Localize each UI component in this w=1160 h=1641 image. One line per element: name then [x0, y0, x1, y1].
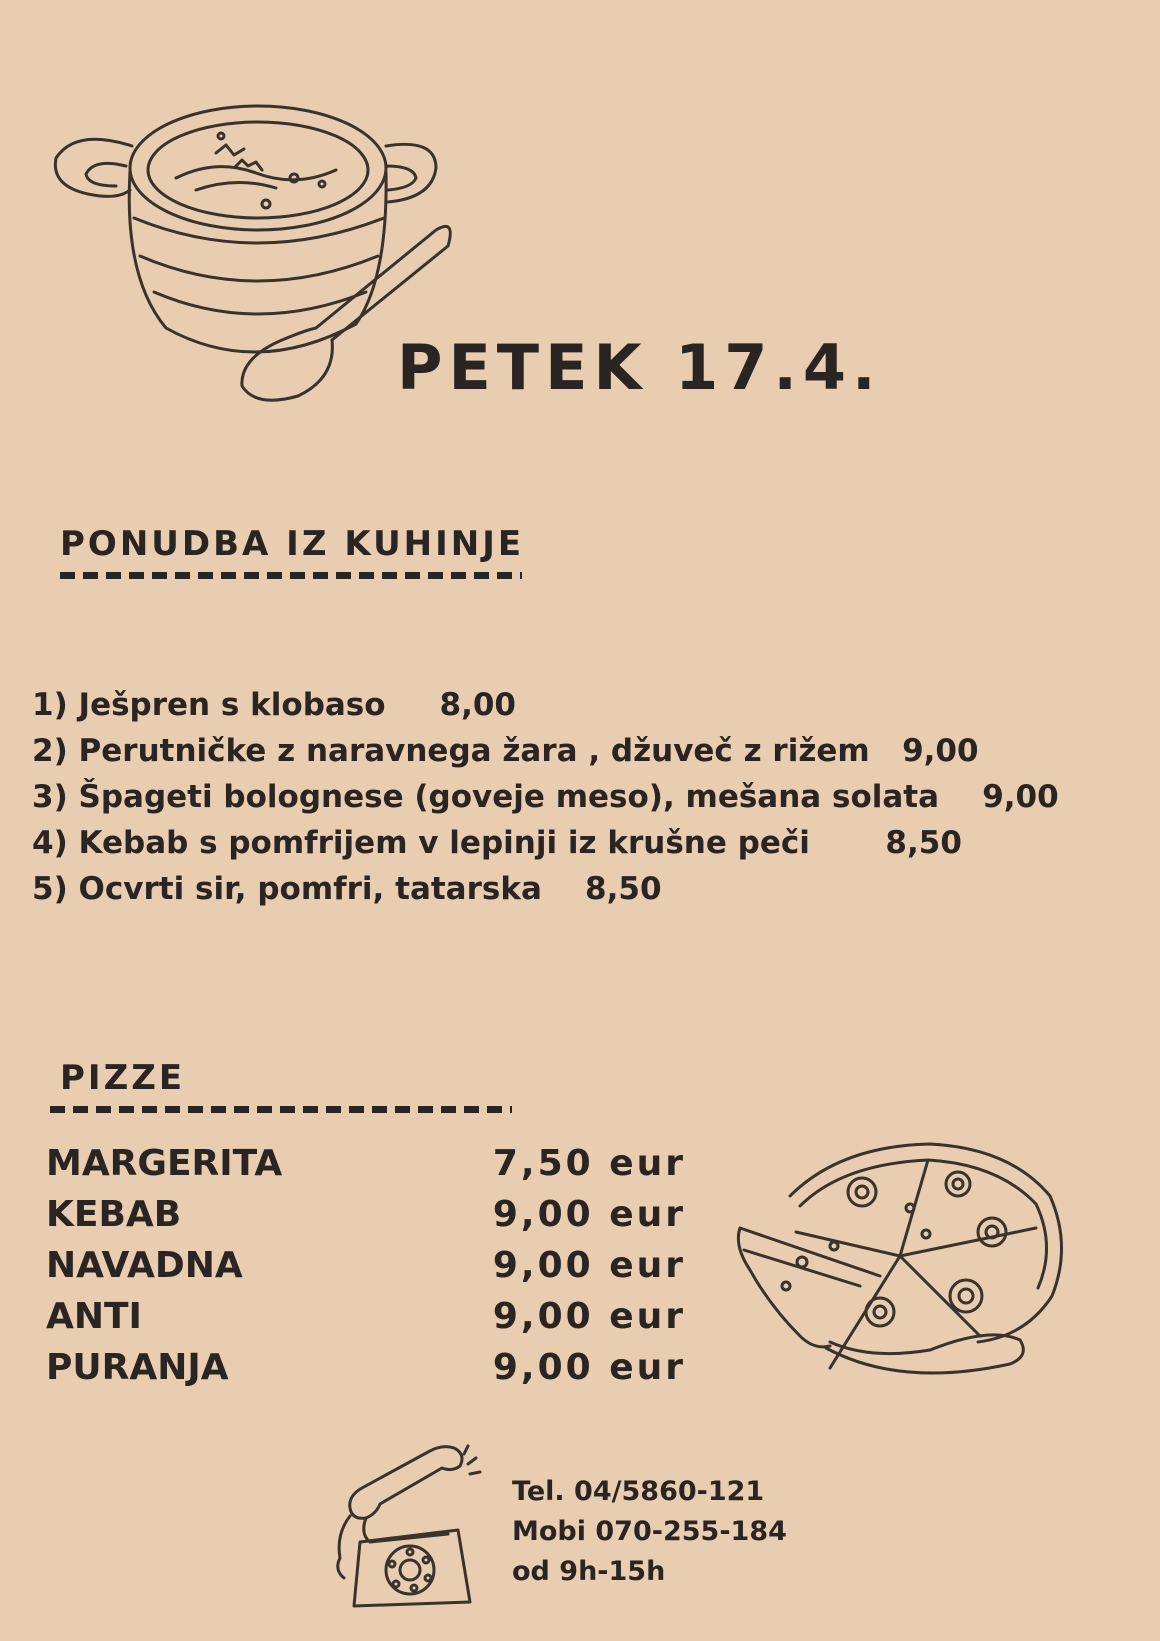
pizza-price: 7,50 eur: [492, 1143, 686, 1184]
telephone-number: Tel. 04/5860-121: [512, 1476, 765, 1507]
mobile-number: Mobi 070-255-184: [512, 1516, 787, 1547]
kitchen-divider: [60, 572, 522, 579]
menu-item: 1) Ješpren s klobaso 8,00: [32, 687, 516, 723]
soup-pot-icon: [36, 78, 456, 413]
contact-info: [512, 1472, 787, 1592]
pizza-name: PURANJA: [46, 1347, 229, 1388]
menu-item: 3) Špageti bolognese (goveje meso), mešana solata 9,00: [32, 779, 1059, 815]
menu-item: 5) Ocvrti sir, pomfri, tatarska 8,50: [32, 871, 662, 907]
pizza-name: KEBAB: [46, 1194, 182, 1235]
telephone-icon: [330, 1438, 490, 1608]
pizza-heading: PIZZE: [60, 1058, 186, 1098]
pizza-row: [46, 1138, 686, 1189]
kitchen-heading: PONUDBA IZ KUHINJE: [60, 524, 525, 564]
pizza-name: MARGERITA: [46, 1143, 283, 1184]
pizza-name: NAVADNA: [46, 1245, 243, 1286]
pizza-icon: [730, 1136, 1075, 1388]
pizza-divider: [50, 1106, 512, 1113]
menu-item: 4) Kebab s pomfrijem v lepinji iz krušne peči 8,50: [32, 825, 962, 861]
menu-item: 2) Perutničke z naravnega žara , džuveč z rižem 9,00: [32, 733, 979, 769]
pizza-menu-list: [46, 1138, 686, 1393]
opening-hours: od 9h-15h: [512, 1556, 666, 1587]
pizza-row: [46, 1240, 686, 1291]
page-title: PETEK 17.4.: [397, 331, 882, 404]
pizza-row: [46, 1189, 686, 1240]
pizza-price: 9,00 eur: [492, 1347, 686, 1388]
pizza-price: 9,00 eur: [492, 1194, 686, 1235]
pizza-row: [46, 1291, 686, 1342]
pizza-price: 9,00 eur: [492, 1296, 686, 1337]
kitchen-menu-list: [32, 682, 1059, 912]
pizza-name: ANTI: [46, 1296, 142, 1337]
pizza-price: 9,00 eur: [492, 1245, 686, 1286]
pizza-row: [46, 1342, 686, 1393]
